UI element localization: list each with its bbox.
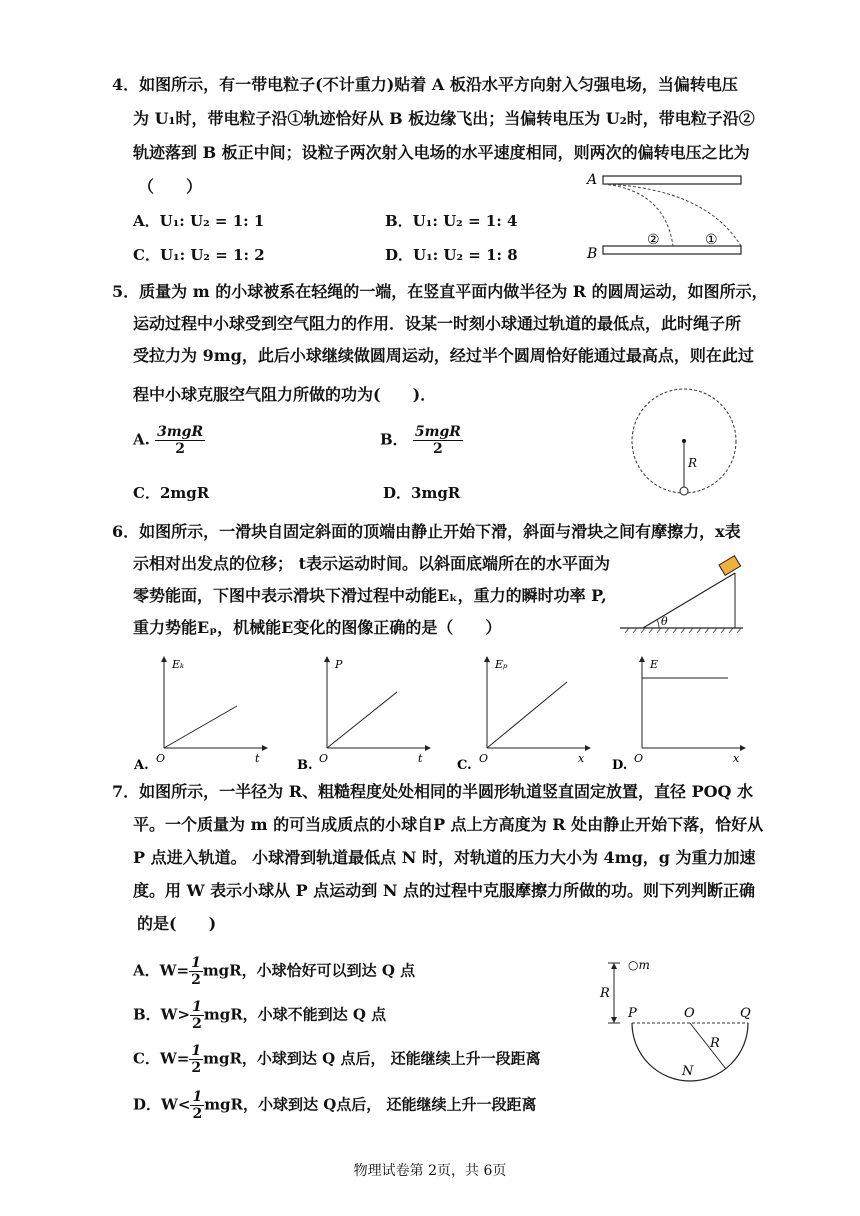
q7-option-c [133, 1043, 541, 1076]
q4-option-d: D．U₁: U₂ = 1: 8 [385, 246, 518, 264]
q7-c-den: 2 [191, 1060, 202, 1076]
q4-option-b: B．U₁: U₂ = 1: 4 [385, 212, 518, 230]
ball-label: ○m [628, 958, 650, 972]
q5-a-denominator: 2 [175, 441, 185, 457]
q5-option-a [133, 424, 205, 457]
q4-answer-blank: （ ） [138, 177, 203, 196]
q7-a-num: 1 [191, 955, 201, 971]
q7-a-pre: A．W= [133, 961, 190, 980]
q5-line-1: 5．质量为 m 的小球被系在轻绳的一端，在竖直平面内做半径为 R 的圆周运动，如图所示， [112, 282, 768, 301]
ground-hatching [625, 628, 741, 633]
plate-a [603, 176, 741, 184]
point-n-label: N [682, 1064, 694, 1079]
plate-b-label: B [587, 246, 598, 262]
q4-line-3: 轨迹落到 B 板正中间；设粒子两次射入电场的水平速度相同，则两次的偏转电压之比为 [133, 143, 750, 162]
q4-line-2: 为 U₁时，带电粒子沿①轨迹恰好从 B 板边缘飞出；当偏转电压为 U₂时，带电粒子沿② [133, 109, 755, 128]
path-1-label: ① [705, 232, 718, 248]
graph-d-ylabel: E [650, 658, 659, 671]
q7-d-pre: D．W< [133, 1095, 191, 1114]
q7-b-den: 2 [192, 1016, 202, 1032]
q7-a-post: mgR，小球恰好可以到达 Q 点 [202, 961, 416, 980]
q7-line-5: 的是( ) [137, 914, 217, 933]
q7-option-a [133, 955, 415, 988]
q4-capacitor-figure [585, 168, 750, 263]
q4-option-c: C．U₁: U₂ = 1: 2 [133, 246, 265, 264]
path-2-label: ② [647, 232, 660, 248]
graph-d-xlabel: x [733, 752, 740, 765]
q7-d-num: 1 [192, 1089, 203, 1105]
graph-b-label: B. [297, 758, 313, 770]
graph-b-xlabel: t [418, 752, 423, 765]
graph-c-label: C. [457, 758, 472, 770]
slider-block [719, 556, 741, 576]
q5-a-numerator: 3mgR [157, 424, 204, 440]
trajectory-1 [603, 184, 741, 246]
graph-a-xlabel: t [255, 752, 260, 765]
point-p-label: P [628, 1006, 637, 1021]
trajectory-2 [603, 184, 673, 246]
q5-option-a-fraction [155, 424, 205, 457]
q7-c-post: mgR，小球到达 Q 点后， 还能继续上升一段距离 [203, 1049, 541, 1068]
q5-line-4: 程中小球克服空气阻力所做的功为( )． [133, 385, 437, 404]
q7-b-post: mgR，小球不能到达 Q 点 [203, 1005, 387, 1024]
q7-line-2: 平。一个质量为 m 的可当成质点的小球自P 点上方高度为 R 处由静止开始下落，恰好从 [133, 815, 764, 834]
q7-a-fraction [189, 955, 203, 988]
graph-b-ylabel: P [335, 658, 343, 671]
q7-option-d [133, 1089, 537, 1122]
q6-graph-d [610, 652, 750, 770]
q7-b-num: 1 [192, 999, 202, 1015]
q6-line-3: 零势能面，下图中表示滑块下滑过程中动能Eₖ，重力的瞬时功率 P, [133, 586, 607, 605]
q7-b-pre: B．W> [133, 1005, 191, 1024]
q5-b-denominator: 2 [433, 441, 443, 457]
graph-b-origin: O [319, 752, 329, 765]
page-footer: 物理试卷第 2页，共 6页 [353, 1163, 507, 1179]
height-label: R [600, 986, 610, 1001]
plate-a-label: A [587, 172, 598, 188]
q7-d-post: mgR，小球到达 Q点后， 还能继续上升一段距离 [204, 1095, 537, 1114]
q7-line-4: 度。用 W 表示小球从 P 点运动到 N 点的过程中克服摩擦力所做的功。则下列判断正确 [133, 881, 756, 900]
graph-c-xlabel: x [578, 752, 585, 765]
q4-option-a: A．U₁: U₂ = 1: 1 [133, 212, 265, 230]
q6-line-1: 6．如图所示，一滑块自固定斜面的顶端由静止开始下滑，斜面与滑块之间有摩擦力，x表 [112, 522, 741, 541]
graph-d-origin: O [634, 752, 644, 765]
graph-c-origin: O [479, 752, 489, 765]
graph-a-curve [164, 706, 237, 748]
q4-line-1: 4．如图所示，有一带电粒子(不计重力)贴着 A 板沿水平方向射入匀强电场，当偏转电压 [112, 75, 738, 94]
q5-option-b-label: B． [380, 430, 408, 449]
q7-line-3: P 点进入轨道。 小球滑到轨道最低点 N 时，对轨道的压力大小为 4mg，g 为重力加速 [133, 848, 756, 867]
q5-option-c: C．2mgR [133, 484, 210, 502]
graph-a-ylabel: Eₖ [172, 658, 185, 671]
graph-c-ylabel: Eₚ [495, 658, 508, 671]
q6-incline-figure [615, 555, 745, 635]
q7-a-den: 2 [191, 972, 201, 988]
graph-d-label: D. [612, 758, 628, 770]
radius-label: R [710, 1036, 720, 1051]
q6-line-2: 示相对出发点的位移； t表示运动时间。以斜面底端所在的水平面为 [133, 554, 610, 573]
radius-line [690, 1023, 726, 1069]
radius-label: R [688, 456, 698, 470]
graph-a-origin: O [156, 752, 166, 765]
graph-b-curve [327, 692, 397, 748]
graph-a-label: A. [134, 758, 149, 770]
q7-c-num: 1 [191, 1043, 202, 1059]
q6-graph-b [295, 652, 435, 770]
q7-line-1: 7．如图所示，一半径为 R、粗糙程度处处相同的半圆形轨道竖直固定放置，直径 POQ 水 [112, 782, 754, 801]
q7-c-pre: C．W= [133, 1049, 190, 1068]
q7-option-b [133, 999, 386, 1032]
q6-graph-a [132, 652, 272, 770]
angle-arc [657, 620, 659, 628]
q7-d-den: 2 [192, 1106, 203, 1122]
q5-option-a-label: A. [133, 430, 150, 449]
point-q-label: Q [740, 1006, 751, 1021]
q5-circle-figure [628, 385, 743, 500]
q5-line-2: 运动过程中小球受到空气阻力的作用．设某一时刻小球通过轨道的最低点，此时绳子所 [133, 314, 742, 333]
q7-d-fraction [190, 1089, 204, 1122]
q5-option-d: D．3mgR [383, 484, 461, 502]
angle-label: θ [661, 615, 668, 628]
q6-line-4: 重力势能Eₚ，机械能E变化的图像正确的是（ ） [133, 618, 502, 637]
q5-line-3: 受拉力为 9mg，此后小球继续做圆周运动，经过半个圆周恰好能通过最高点，则在此过 [133, 346, 754, 365]
point-o-label: O [684, 1006, 695, 1021]
ball [680, 487, 688, 495]
plate-b [603, 246, 741, 254]
q5-b-numerator: 5mgR [414, 424, 461, 440]
graph-c-curve [487, 682, 567, 748]
q7-semicircle-figure [598, 955, 763, 1085]
q6-graph-c [455, 652, 595, 770]
q5-option-b-fraction [413, 424, 463, 457]
q7-c-fraction [189, 1043, 203, 1076]
q5-option-b [380, 424, 463, 457]
q7-b-fraction [190, 999, 204, 1032]
incline-surface [643, 573, 735, 628]
